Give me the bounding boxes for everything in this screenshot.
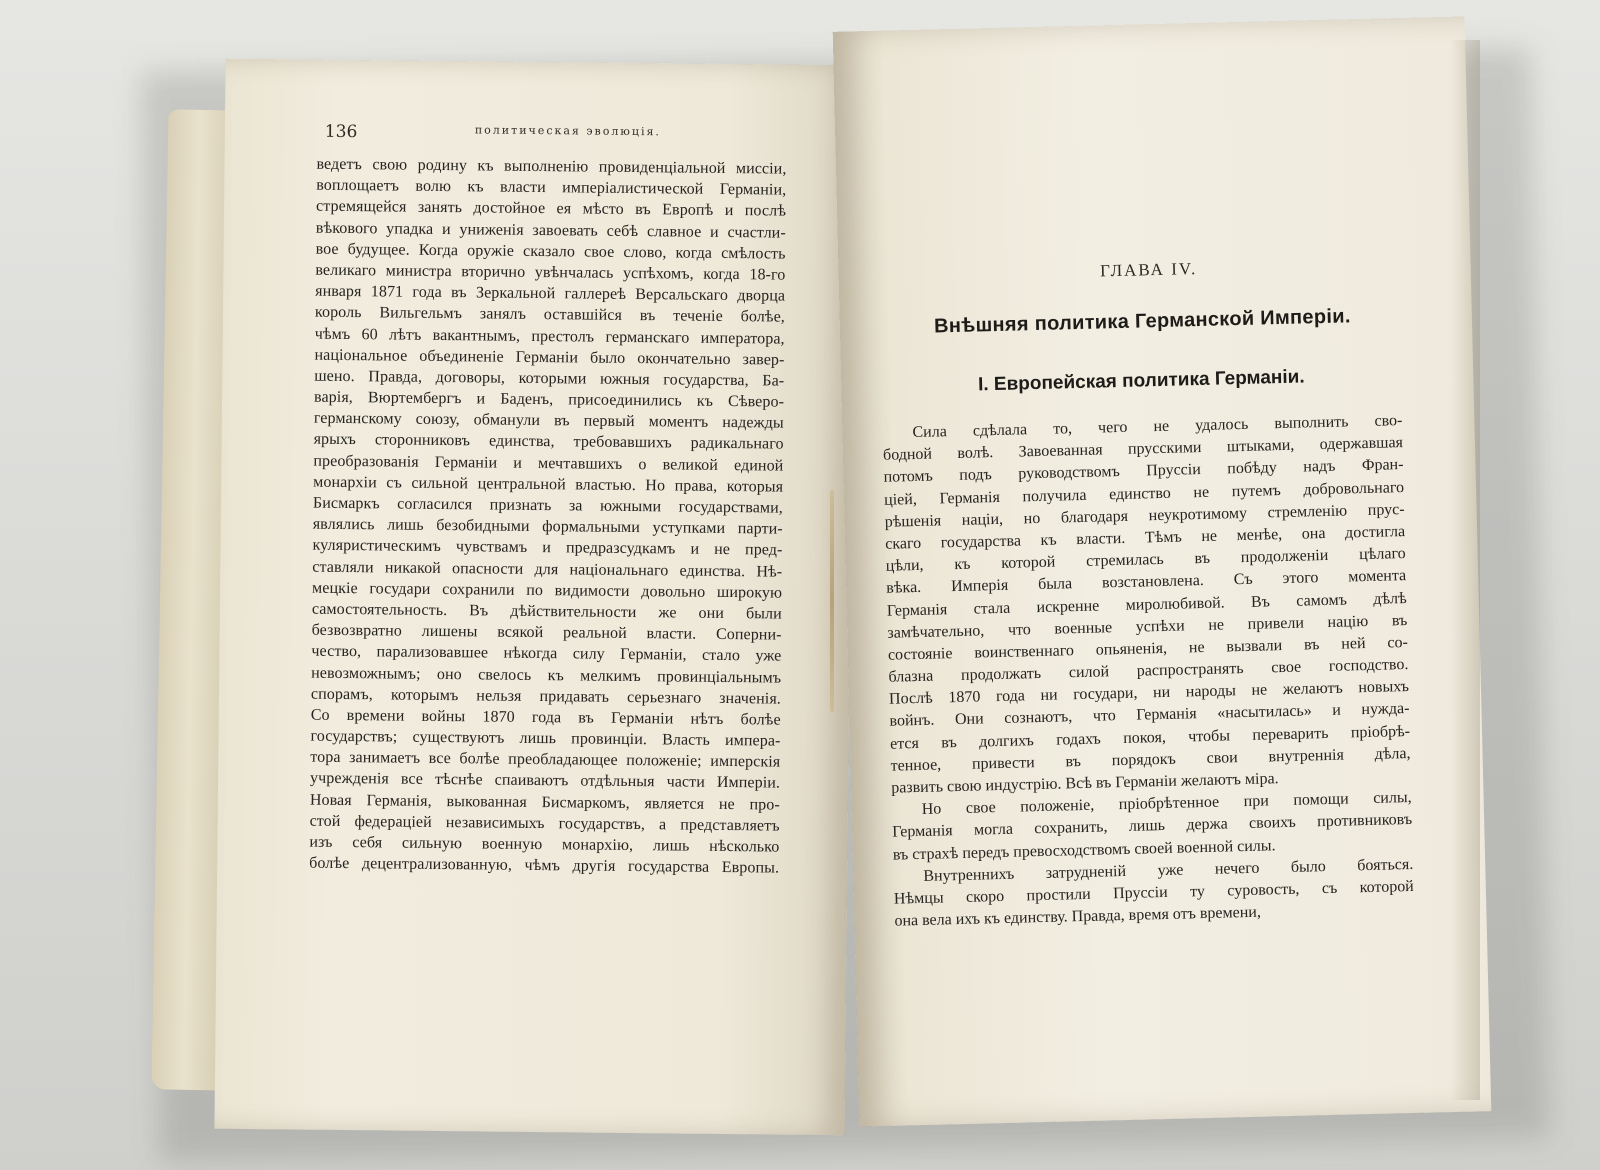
text-line: вѣка. Имперія была возстановлена. Съ этого момента [886,567,1407,598]
text-line: она вела ихъ къ единству. Правда, время отъ времени, [894,903,1262,930]
text-line: куляристическимъ чувствамъ и предразсудкамъ и не пред- [312,537,783,559]
text-line: Германія могла сохранить, лишь держа своихъ противниковъ [892,811,1413,842]
text-line: варія, Вюртембергъ и Баденъ, присоединились къ Сѣверо- [313,388,785,411]
text-line: стой федераціей независимыхъ государствъ, а представляетъ [309,812,780,835]
text-line: Послѣ 1870 года ни государи, ни народы не желаютъ новыхъ [888,678,1410,708]
text-line: Со времени войны 1870 года въ Германіи нѣтъ болѣе [310,706,781,729]
text-line: Но свое положеніе, пріобрѣтенное при помощи силы, [921,789,1412,819]
text-line: Внутреннихъ затрудненій уже нечего было бояться. [923,855,1414,885]
text-line: скаго государства къ власти. Тѣмъ не менѣе, она достигла [885,522,1406,553]
text-line: бодной волѣ. Завоеванная прусскими штыками, одержавшая [882,434,1404,464]
text-line: безвозвратно лишены всякой реальной власти. Соперни- [311,621,782,644]
text-line: національное объединеніе Германіи было окончательно завер- [314,346,785,369]
text-line: являлись лишь безобидными формальными уступками парти- [312,515,783,538]
text-line: состояніе воинственнаго опьяненія, не вызвали въ ней со- [887,633,1409,664]
text-line: Новая Германія, выкованная Бисмаркомъ, является не про- [309,791,780,814]
text-line: блазна продолжать силой распространять свое господство. [888,656,1409,686]
text-line: болѣе децентрализованную, чѣмъ другія государства Европы. [309,854,780,877]
right-page-text [882,410,1414,933]
left-page [214,59,855,1136]
text-line: цѣли, къ которой стремилась въ продолженіи цѣлаго [885,545,1406,575]
text-line: чѣмъ 60 лѣтъ вакантнымъ, престолъ германскаго императора, [314,325,785,348]
text-line: тора занимаетъ все болѣе преобладающее положеніе; имперскія [310,748,781,771]
page-number: 136 [324,121,358,143]
text-line: Сила сдѣлала то, чего не удалось выполнить сво- [912,412,1403,442]
right-page [833,16,1492,1126]
text-line: учрежденія все тѣснѣе спаиваютъ отдѣльныя части Имперіи. [309,770,781,793]
text-line: Бисмаркъ согласился признать за южными государствами, [312,494,784,517]
text-line: потомъ подъ руководствомъ Пруссіи побѣду надъ Фран- [883,456,1404,487]
text-line: января 1871 года въ Зеркальной галлереѣ Версальскаго дворца [315,282,786,305]
text-line: преобразованія Германіи и мечтавшихъ о великой единой [313,452,784,475]
text-line: войнъ. Они сознаютъ, что Германія «насытилась» и нужда- [889,700,1410,731]
section-title: I. Европейская политика Германіи. [977,366,1305,396]
text-line: тенное, привести въ порядокъ свои внутреннія дѣла, [890,744,1411,775]
text-line: вѣкового упадка и униженія завоевать себѣ славное и счастли- [315,219,786,242]
text-line: шено. Правда, договоры, которыми южныя государства, Ба- [314,367,785,390]
text-line: самостоятельность. Въ дѣйствительности же они были [311,600,782,623]
chapter-label: ГЛАВА IV. [1099,259,1198,281]
binding-thread [830,490,834,712]
text-line: великаго министра вторично увѣнчалась успѣхомъ, когда 18-го [315,261,786,284]
text-line: мецкіе государи сохранили по видимости довольно широкую [311,579,783,602]
left-page-text [309,154,787,879]
text-line: рѣшенія націи, но благодаря неукротимому стремленію прус- [884,500,1405,531]
text-line: ціей, Германія получила единство не путемъ добровольнаго [883,478,1405,509]
page-edge-shading [1450,40,1480,1100]
text-line: чество, парализовавшее нѣкогда силу Германіи, стало уже [311,642,782,665]
text-line: воплощаетъ волю къ власти имперіалистической Германіи, [316,176,787,199]
text-line: вое будущее. Когда оружіе сказало свое слово, когда смѣлость [315,240,786,263]
text-line: Нѣмцы скоро простили Пруссіи ту суровость, съ которой [893,877,1414,908]
chapter-title: Внѣшняя политика Германской Имперіи. [933,305,1351,338]
running-title: политическая эволюція. [474,123,662,139]
text-line: ставляли никакой опасности для національнаго единства. Нѣ- [312,558,783,581]
text-line: ярыхъ сторонниковъ единства, требовавшихъ радикальнаго [313,431,784,454]
text-line: изъ себя сильную военную монархію, лишь нѣсколько [309,833,780,856]
text-line: развить свою индустрію. Всѣ въ Германіи желаютъ міра. [891,770,1279,797]
text-line: германскому союзу, обманули въ первый моментъ надежды [313,409,784,432]
text-line: въ страхѣ передъ превосходствомъ своей военной силы. [892,836,1276,864]
text-line: монархіи съ сильной центральной властью. Но права, которыя [313,473,784,496]
text-line: стремящейся занять достойное ея мѣсто въ Европѣ и послѣ [315,198,787,220]
text-line: Германія стала искренне миролюбивой. Въ самомъ дѣлѣ [886,589,1407,620]
text-line: ведетъ свою родину къ выполненію провиденціальной миссіи, [316,155,787,178]
text-line: государствъ; существуютъ лишь провинціи. Власть импера- [310,727,781,750]
text-line: замѣчательно, что военные успѣхи не привели націю въ [887,611,1408,642]
text-line: спорамъ, которымъ нельзя придавать серьезнаго значенія. [310,685,782,708]
text-line: ется въ долгихъ годахъ покоя, чтобы переварить пріобрѣ- [889,722,1411,753]
text-line: невозможнымъ; оно свелось къ мелкимъ провинціальнымъ [311,664,782,687]
text-line: король Вильгельмъ занялъ оставшійся въ теченіе болѣе, [314,303,786,326]
